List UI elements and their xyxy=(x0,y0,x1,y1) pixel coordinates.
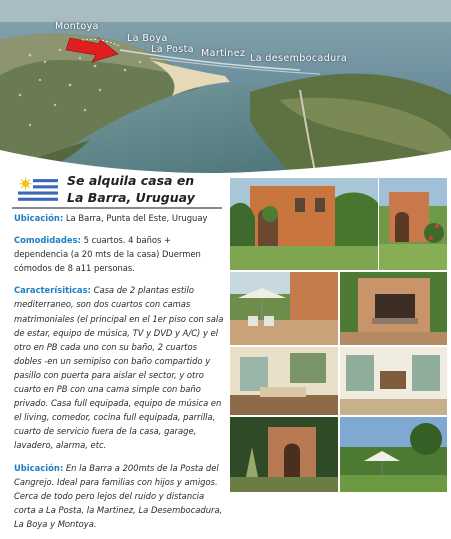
map-label-la-boya: La Boya xyxy=(127,33,168,44)
photo-interior xyxy=(340,347,447,415)
page-title xyxy=(67,172,232,206)
photo-terrace xyxy=(230,272,338,345)
caracteristicas-paragraph xyxy=(14,283,226,452)
aerial-photo xyxy=(0,0,451,185)
map-label-montoya: Montoya xyxy=(55,21,99,32)
ubicacion-label: Ubicación: xyxy=(14,213,64,223)
map-label-desembocadura: La desembocadura xyxy=(250,53,348,64)
caracteristicas-text: Casa de 2 plantas estilo mediterraneo, son dos cuartos con camas matrimoniales (el principal en el 1er piso con sala de estar, equipo de música, TV y DVD y A/C) y el otro en PB cada uno con su baño, 2 cuartos dobles -en un semipiso con baño compartido y pasillo con puerta para aislar el sector, y otro cuarto en PB con una cama simple con baño privado. Casa full equipada, equipo de música en el living, comedor, cocina full equipada, parrilla, cuarto de servicio fuera de la casa, garage, lavadero, alarma, etc. xyxy=(14,285,224,451)
map-label-martinez: Martinez xyxy=(201,48,246,59)
photo-living-room xyxy=(230,347,338,415)
ubicacion2-text: En la Barra a 200mts de la Posta del Cangrejo. Ideal para familias con hijos y amigos. Cerca de todo pero lejos del ruido y distancia corta a La Posta, la Martinez, La Desembocadura, La Boya y Montoya. xyxy=(14,462,223,529)
caracteristicas-label: Caracterísiticas: xyxy=(14,285,91,296)
comodidades-paragraph xyxy=(14,233,226,275)
map-label-la-posta: La Posta xyxy=(151,44,195,55)
ubicacion2-paragraph xyxy=(14,461,226,531)
photo-bbq-grill xyxy=(340,272,447,345)
ubicacion2-label: Ubicación: xyxy=(14,462,64,473)
photo-garden xyxy=(379,178,447,270)
title-line-1: Se alquila casa en xyxy=(67,173,195,188)
photo-garden-path xyxy=(230,417,338,492)
photo-garden-umbrella xyxy=(340,417,447,492)
uruguay-flag-icon xyxy=(18,176,58,204)
title-block xyxy=(12,172,222,212)
ubicacion-text: La Barra, Punta del Este, Uruguay xyxy=(65,213,208,223)
comodidades-label: Comodidades: xyxy=(14,235,81,246)
comodidades-text: 5 cuartos. 4 baños + dependencia (a 20 mts de la casa) Duermen cómodos de 8 a11 personas. xyxy=(14,235,201,274)
description-column xyxy=(14,211,226,539)
photo-house-exterior xyxy=(230,178,378,270)
ubicacion-paragraph xyxy=(14,211,226,225)
title-line-2: La Barra, Uruguay xyxy=(67,190,195,205)
title-divider xyxy=(12,207,222,209)
